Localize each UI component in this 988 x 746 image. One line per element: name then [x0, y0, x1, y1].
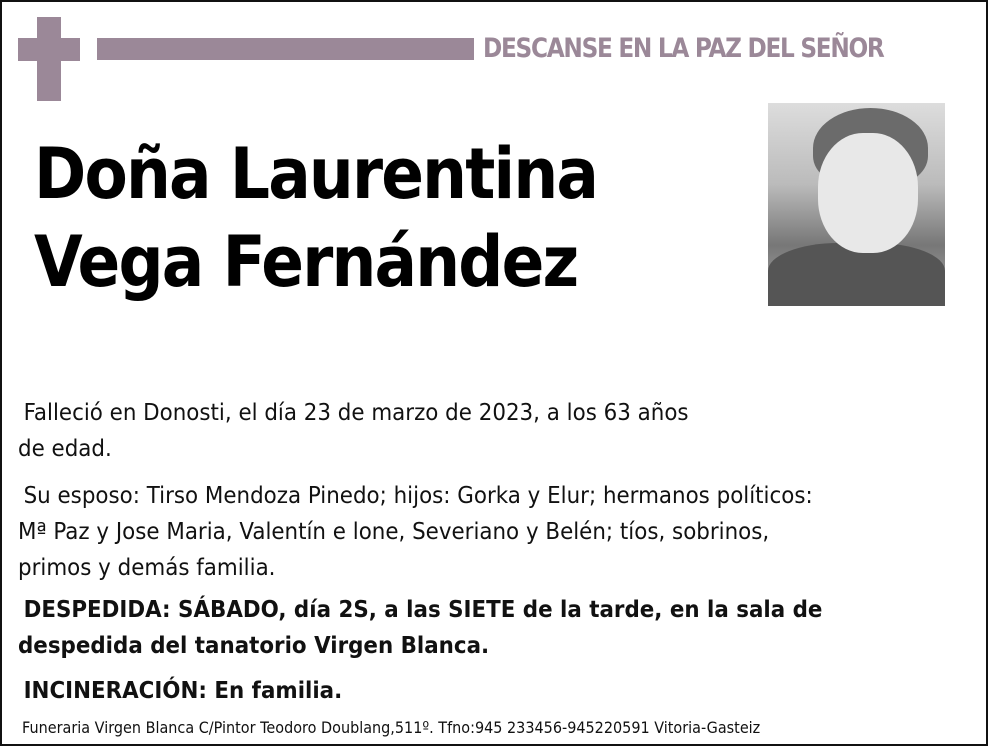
- cross-icon-arm: [18, 38, 80, 61]
- cremation-line: INCINERACIÓN: En familia.: [23, 678, 343, 704]
- family-line: Su esposo: Tirso Mendoza Pinedo; hijos: Gorka y Elur; hermanos políticos:: [23, 483, 813, 509]
- family-notice: [18, 478, 902, 586]
- header-bar: [97, 38, 474, 60]
- farewell-notice: [18, 592, 902, 664]
- farewell-line: despedida del tanatorio Virgen Blanca.: [18, 633, 490, 659]
- death-notice: [18, 395, 902, 467]
- family-line: primos y demás familia.: [18, 555, 276, 581]
- motto: DESCANSE EN LA PAZ DEL SEÑOR: [483, 33, 884, 64]
- death-line: de edad.: [18, 436, 112, 462]
- portrait-photo: [768, 103, 945, 306]
- deceased-name: [34, 130, 597, 306]
- farewell-line: DESPEDIDA: SÁBADO, día 2S, a las SIETE de la tarde, en la sala de: [23, 597, 823, 623]
- death-line: Falleció en Donosti, el día 23 de marzo de 2023, a los 63 años: [23, 400, 689, 426]
- cremation-notice: [18, 673, 902, 709]
- name-line-1: Doña Laurentina: [34, 133, 598, 215]
- family-line: Mª Paz y Jose Maria, Valentín e lone, Severiano y Belén; tíos, sobrinos,: [18, 519, 770, 545]
- funeral-home-footer: Funeraria Virgen Blanca C/Pintor Teodoro Doublang,511º. Tfno:945 233456-945220591 Vitoria-Gasteiz: [22, 718, 761, 737]
- name-line-2: Vega Fernández: [34, 221, 578, 303]
